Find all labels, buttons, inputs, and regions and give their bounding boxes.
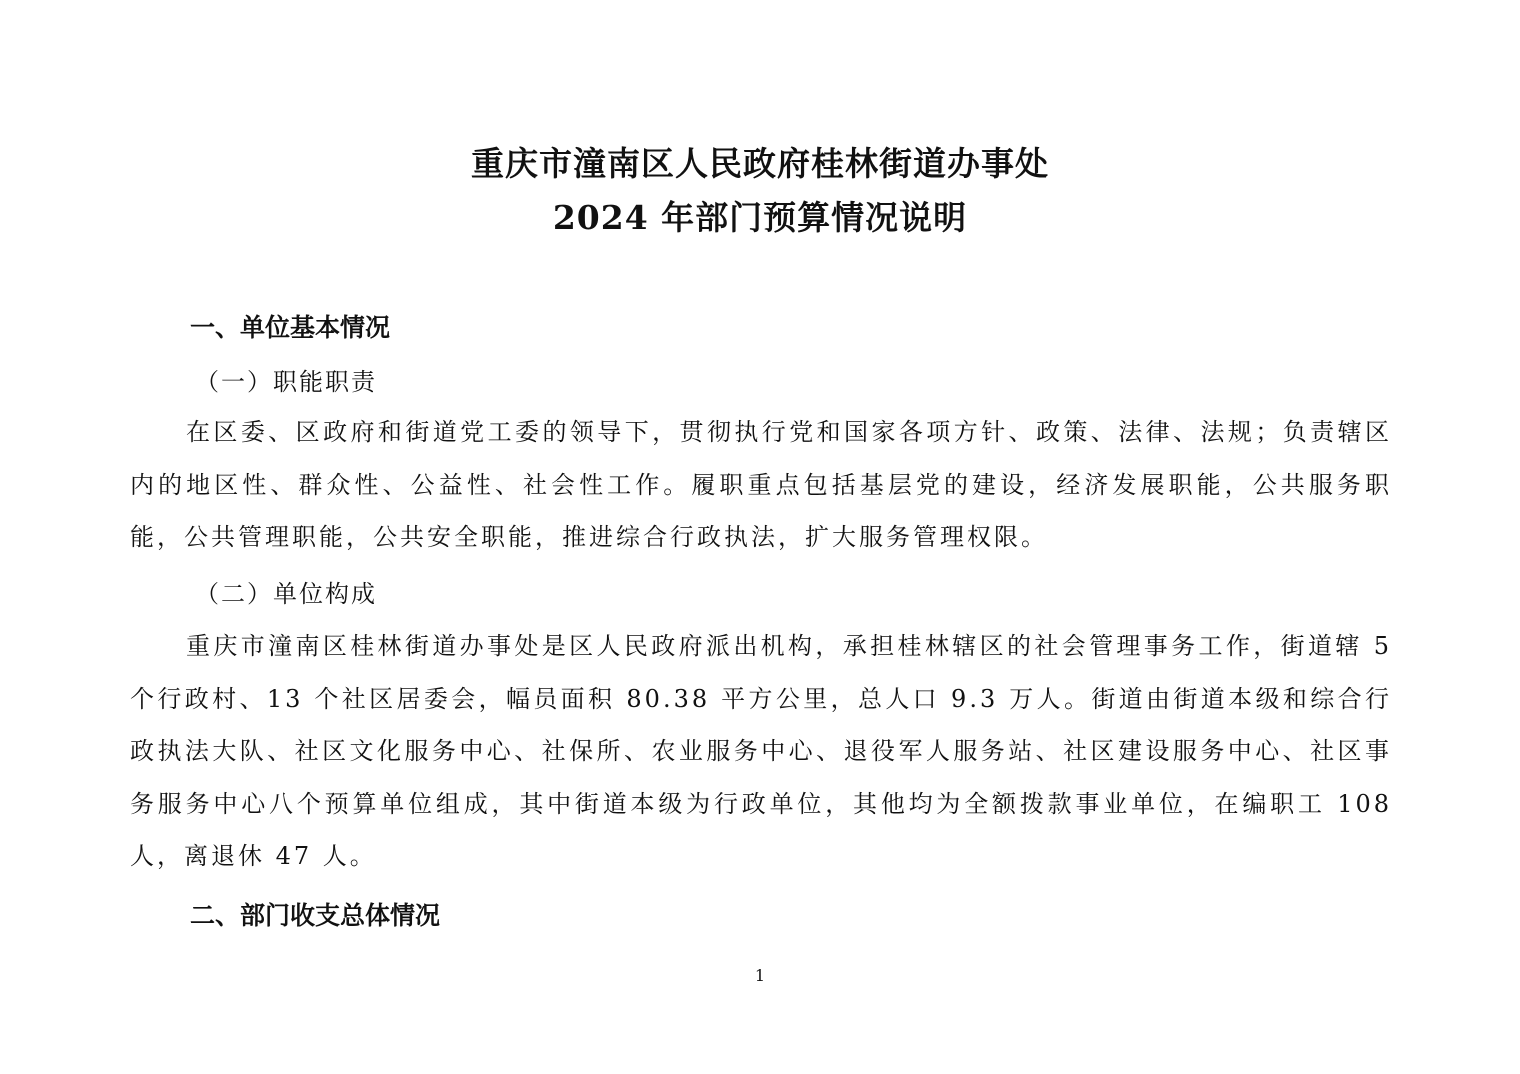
document-title-line2: 2024 年部门预算情况说明 [552,198,968,237]
document-title-line1: 重庆市潼南区人民政府桂林街道办事处 [471,144,1049,183]
section1-heading: 一、单位基本情况 [190,313,391,342]
section1-subheading-composition: （二）单位构成 [195,580,377,608]
section1-paragraph-duties: 在区委、区政府和街道党工委的领导下，贯彻执行党和国家各项方针、政策、法律、法规；负责辖区内的地区性、群众性、公益性、社会性工作。履职重点包括基层党的建设，经济发展职能，公共服务职能，公共管理职能，公共安全职能，推进综合行政执法，扩大服务管理权限。 [130,418,1392,551]
section1-paragraph-composition: 重庆市潼南区桂林街道办事处是区人民政府派出机构，承担桂林辖区的社会管理事务工作，街道辖 5 个行政村、13 个社区居委会，幅员面积 80.38 平方公里，总人口 9.3 万人。街道由街道本级和综合行政执法大队、社区文化服务中心、社保所、农业服务中心、退役军人服务站、社区建设服务中心、社区事务服务中心八个预算单位组成，其中街道本级为行政单位，其他均为全额拨款事业单位，在编职工 108 人，离退休 47 人。 [130,632,1392,870]
section2-heading: 二、部门收支总体情况 [190,901,441,930]
page-number: 1 [754,966,766,985]
section1-subheading-duties: （一）职能职责 [195,368,377,396]
